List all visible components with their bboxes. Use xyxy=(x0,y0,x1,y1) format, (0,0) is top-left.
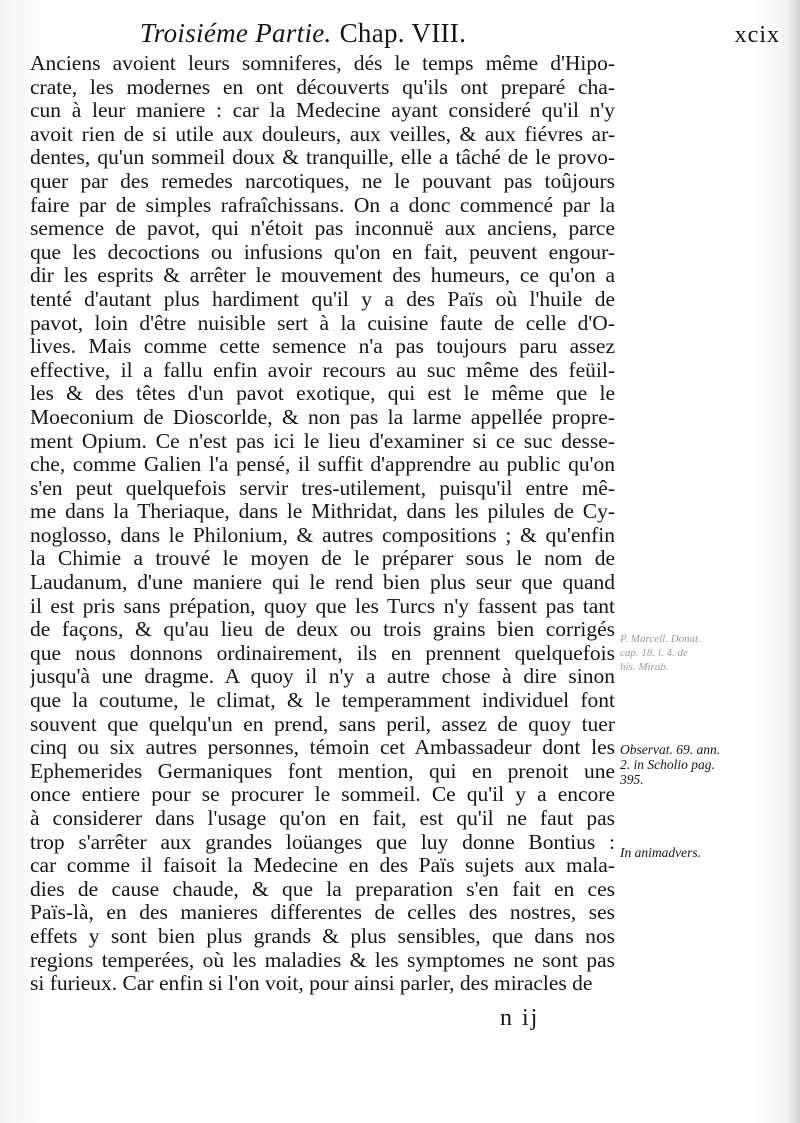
text-line: regions temperées, où les maladies & les symptomes ne sont pas xyxy=(30,948,615,972)
margin-note-faint xyxy=(620,632,790,674)
text-line: quer par des remedes narcotiques, ne le pouvant pas toûjours xyxy=(30,169,615,193)
text-line: il est pris sans prépation, quoy que les Turcs n'y fassent pas tant xyxy=(30,594,615,618)
text-line: che, comme Galien l'a pensé, il suffit d'apprendre au public qu'on xyxy=(30,453,615,477)
text-line: Ephemerides Germaniques font mention, qui en prenoit une xyxy=(30,759,615,783)
text-line: si furieux. Car enfin si l'on voit, pour ainsi parler, des miracles de xyxy=(30,972,593,996)
text-line: avoit rien de si utile aux douleurs, aux veilles, & aux fiévres ar- xyxy=(30,122,615,146)
text-line: que nous donnons ordinairement, ils en prennent quelquefois xyxy=(30,641,615,665)
note-line: cap. 18. l. 4. de xyxy=(620,647,688,659)
text-line: dir les esprits & arrêter le mouvement des humeurs, ce qu'on a xyxy=(30,264,615,288)
margin-note-animadvers xyxy=(620,845,790,860)
text-line: Anciens avoient leurs somniferes, dés le temps même d'Hipo- xyxy=(30,52,615,75)
text-line: cinq ou six autres personnes, témoin cet Ambassadeur dont les xyxy=(30,736,615,760)
text-line: effets y sont bien plus grands & plus sensibles, que dans nos xyxy=(30,924,615,948)
note-line: his. Mirab. xyxy=(620,661,669,673)
text-line: tenté d'autant plus hardiment qu'il y a des Païs où l'huile de xyxy=(30,287,615,311)
text-line: Païs-là, en des manieres differentes de celles des nostres, ses xyxy=(30,901,615,925)
text-line: noglosso, dans le Philonium, & autres compositions ; & qu'enfin xyxy=(30,523,615,547)
text-line: car comme il faisoit la Medecine en des Païs sujets aux mala- xyxy=(30,854,615,878)
header-title xyxy=(140,18,466,49)
text-line: faire par de simples rafraîchissans. On a donc commencé par la xyxy=(30,193,615,217)
text-line: Moeconium de Dioscorlde, & non pas la larme appellée propre- xyxy=(30,405,615,429)
text-line: lives. Mais comme cette semence n'a pas toujours paru assez xyxy=(30,335,615,359)
body-text xyxy=(30,52,615,996)
text-line: me dans la Theriaque, dans le Mithridat, dans les pilules de Cy- xyxy=(30,500,615,524)
text-line: de façons, & qu'au lieu de deux ou trois grains bien corrigés xyxy=(30,618,615,642)
text-line: à considerer dans l'usage qu'on en fait, est qu'il ne faut pas xyxy=(30,807,615,830)
text-line: jusqu'à une dragme. A quoy il n'y a autre chose à dire sinon xyxy=(30,665,615,689)
text-line: trop s'arrêter aux grandes loüanges que luy donne Bontius : xyxy=(30,830,615,854)
note-line: In animadvers. xyxy=(620,845,701,860)
note-line: P. Marcell. Donat. xyxy=(620,633,701,645)
text-line: que les decoctions ou infusions qu'on en fait, peuvent engour- xyxy=(30,240,615,264)
note-line: Observat. 69. ann. xyxy=(620,742,721,757)
note-line: 2. in Scholio pag. xyxy=(620,757,715,772)
text-line: semence de pavot, qui n'étoit pas inconnuë aux anciens, parce xyxy=(30,217,615,241)
folio-number: xcix xyxy=(734,22,780,48)
text-line: cun à leur maniere : car la Medecine ayant consideré qu'il n'y xyxy=(30,99,615,123)
text-line: souvent que quelqu'un en prend, sans peril, assez de quoy tuer xyxy=(30,712,615,736)
text-line: les & des têtes d'un pavot exotique, qui est le même que le xyxy=(30,382,615,406)
text-line: que la coutume, le climat, & le temperamment individuel font xyxy=(30,689,615,713)
margin-note-observat xyxy=(620,742,790,787)
text-line: crate, les modernes en ont découverts qu'ils ont preparé cha- xyxy=(30,75,615,99)
chapter-label: Chap. VIII. xyxy=(339,18,467,48)
text-line: dentes, qu'un sommeil doux & tranquille, elle a tâché de le provo- xyxy=(30,146,615,170)
text-line: once entiere pour se procurer le sommeil. Ce qu'il y a encore xyxy=(30,783,615,807)
text-line: Laudanum, d'une maniere qui le rend bien plus seur que quand xyxy=(30,571,615,595)
text-line: la Chimie a trouvé le moyen de le préparer sous le nom de xyxy=(30,547,615,571)
signature-mark: n ij xyxy=(500,1005,540,1031)
part-title: Troisiéme Partie. xyxy=(140,18,332,48)
text-line: s'en peut quelquefois servir tres-utilement, puisqu'il entre mê- xyxy=(30,476,615,500)
text-line: pavot, loin d'être nuisible sert à la cuisine faute de celle d'O- xyxy=(30,311,615,335)
text-line: dies de cause chaude, & que la preparation s'en fait en ces xyxy=(30,877,615,901)
page-edge-shadow xyxy=(786,0,800,1123)
note-line: 395. xyxy=(620,772,644,787)
text-line: ment Opium. Ce n'est pas ici le lieu d'examiner si ce suc desse- xyxy=(30,429,615,453)
text-line: effective, il a fallu enfin avoir recours au suc même des feüil- xyxy=(30,358,615,382)
